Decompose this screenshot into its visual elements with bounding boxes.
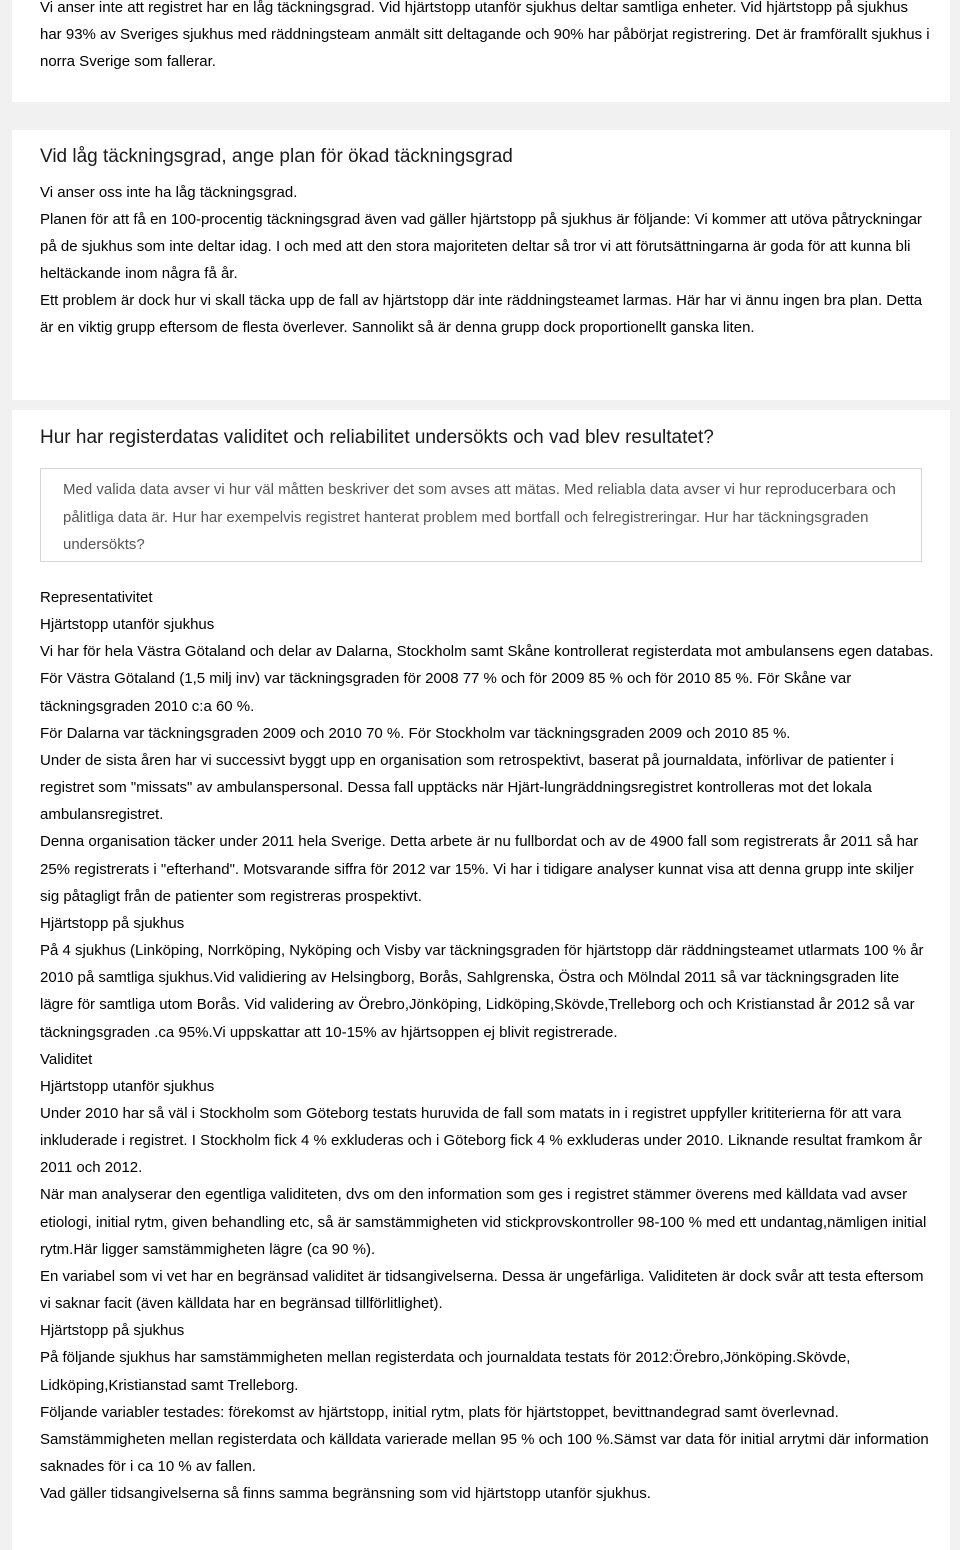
subheading: Validitet bbox=[40, 1050, 93, 1068]
question-card-low-coverage-plan bbox=[12, 130, 950, 400]
section-heading: Hur har registerdatas validitet och reliabilitet undersökts och vad blev resultatet? bbox=[40, 427, 714, 448]
paragraph: En variabel som vi vet har en begränsad validitet är tidsangivelserna. Dessa är ungefärliga. Validiteten är dock svår att testa eftersom vi saknar facit (även källdata har en begränsad tillförlitlighet). bbox=[40, 1267, 924, 1313]
question-description-box bbox=[40, 468, 922, 562]
section-heading: Vid låg täckningsgrad, ange plan för ökad täckningsgrad bbox=[40, 146, 513, 167]
paragraph: Planen för att få en 100-procentig täckningsgrad även vad gäller hjärtstopp på sjukhus är följande: Vi kommer att utöva påtryckningar på de sjukhus som inte deltar idag. I och med att den stora majoriteten deltar så tror vi att förutsättningarna är goda för att kunna bli heltäckande inom några få år. bbox=[40, 211, 922, 282]
paragraph: Vi anser oss inte ha låg täckningsgrad. bbox=[40, 184, 298, 201]
question-description: Med valida data avser vi hur väl måtten beskriver det som avses att mätas. Med reliabla data avser vi hur reproducerbara och pålitliga data är. Hur har exempelvis registret hanterat problem med bortfall och felregistreringar. Hur har täckningsgraden undersökts? bbox=[63, 481, 896, 553]
subheading: Hjärtstopp på sjukhus bbox=[40, 1322, 185, 1340]
subheading: Hjärtstopp utanför sjukhus bbox=[40, 1077, 215, 1095]
section-body bbox=[40, 584, 935, 1507]
paragraph: Under de sista åren har vi successivt byggt upp en organisation som retrospektivt, baserat på journaldata, införlivar de patienter i registret som "missats" av ambulanspersonal. Dessa fall upptäcks när Hjärt-lungräddningsregistret kontrolleras mot det lokala ambulansregistret. bbox=[40, 751, 894, 824]
paragraph: På följande sjukhus har samstämmigheten mellan registerdata och journaldata testats för 2012:Örebro,Jönköping.Skövde, Lidköping,Kristianstad samt Trelleborg. bbox=[40, 1349, 851, 1394]
subheading: Hjärtstopp utanför sjukhus bbox=[40, 616, 215, 634]
paragraph: Vi har för hela Västra Götaland och delar av Dalarna, Stockholm samt Skåne kontrollerat registerdata mot ambulansens egen databas. För Västra Götaland (1,5 milj inv) var täckningsgraden för 2008 77 % och för 2009 85 % och för 2010 85 %. För Skåne var täckningsgraden 2010 c:a 60 %. bbox=[40, 643, 934, 715]
paragraph: Vad gäller tidsangivelserna så finns samma begränsning som vid hjärtstopp utanför sjukhus. bbox=[40, 1485, 651, 1503]
paragraph: Följande variabler testades: förekomst av hjärtstopp, initial rytm, plats för hjärtstoppet, bevittnandegrad samt överlevnad. Samstämmigheten mellan registerdata och källdata varierade mellan 95 % och 100 %.Sämst var data för initial arrytmi där information saknades för i ca 10 % av fallen. bbox=[40, 1403, 929, 1475]
answer-card-coverage bbox=[12, 0, 950, 102]
paragraph: På 4 sjukhus (Linköping, Norrköping, Nyköping och Visby var täckningsgraden för hjärtstopp där räddningsteamet utlarmats 100 % år 2010 på samtliga sjukhus.Vid validiering av Helsingborg, Borås, Sahlgrenska, Östra och Mölndal 2011 så var täckningsgraden lite lägre för samtliga utom Borås. Vid validering av Örebro,Jönköping, Lidköping,Skövde,Trelleborg och och Kristianstad år 2012 så var täckningsgraden .ca 95%.Vi uppskattar att 10-15% av hjärtsoppen ej blivit registrerade. bbox=[40, 942, 924, 1041]
subheading: Representativitet bbox=[40, 589, 153, 606]
paragraph: Denna organisation täcker under 2011 hela Sverige. Detta arbete är nu fullbordat och av de 4900 fall som registrerats år 2011 så har 25% registrerats i "efterhand". Motsvarande siffra för 2012 var 15%. Vi har i tidigare analyser kunnat visa att denna grupp inte skiljer sig påtagligt från de patienter som registreras prospektivt. bbox=[40, 833, 919, 905]
paragraph: Under 2010 har så väl i Stockholm som Göteborg testats huruvida de fall som matats in i registret uppfyller krititerierna för att vara inkluderade i registret. I Stockholm fick 4 % exkluderas och i Göteborg fick 4 % exkluderas under 2010. Liknande resultat framkom år 2011 och 2012. bbox=[40, 1104, 923, 1177]
paragraph: För Dalarna var täckningsgraden 2009 och 2010 70 %. För Stockholm var täckningsgraden 2009 och 2010 85 %. bbox=[40, 724, 791, 742]
paragraph: Ett problem är dock hur vi skall täcka upp de fall av hjärtstopp där inte räddningsteamet larmas. Här har vi ännu ingen bra plan. Detta är en viktig grupp eftersom de flesta överlever. Sannolikt så är denna grupp dock proportionellt ganska liten. bbox=[40, 292, 923, 336]
question-card-validity bbox=[12, 410, 950, 1550]
section-body bbox=[40, 179, 930, 341]
coverage-answer-text: Vi anser inte att registret har en låg täckningsgrad. Vid hjärtstopp utanför sjukhus deltar samtliga enheter. Vid hjärtstopp på sjukhus har 93% av Sveriges sjukhus med räddningsteam anmält sitt deltagande och 90% har påbörjat registrering. Det är framförallt sjukhus i norra Sverige som fallerar. bbox=[40, 0, 930, 70]
subheading: Hjärtstopp på sjukhus bbox=[40, 914, 185, 932]
paragraph: När man analyserar den egentliga validiteten, dvs om den information som ges i registret stämmer överens med källdata vad avser etiologi, initial rytm, given behandling etc, så är samstämmigheten vid stickprovskontroller 98-100 % med ett undantag,nämligen initial rytm.Här ligger samstämmigheten lägre (ca 90 %). bbox=[40, 1186, 927, 1258]
